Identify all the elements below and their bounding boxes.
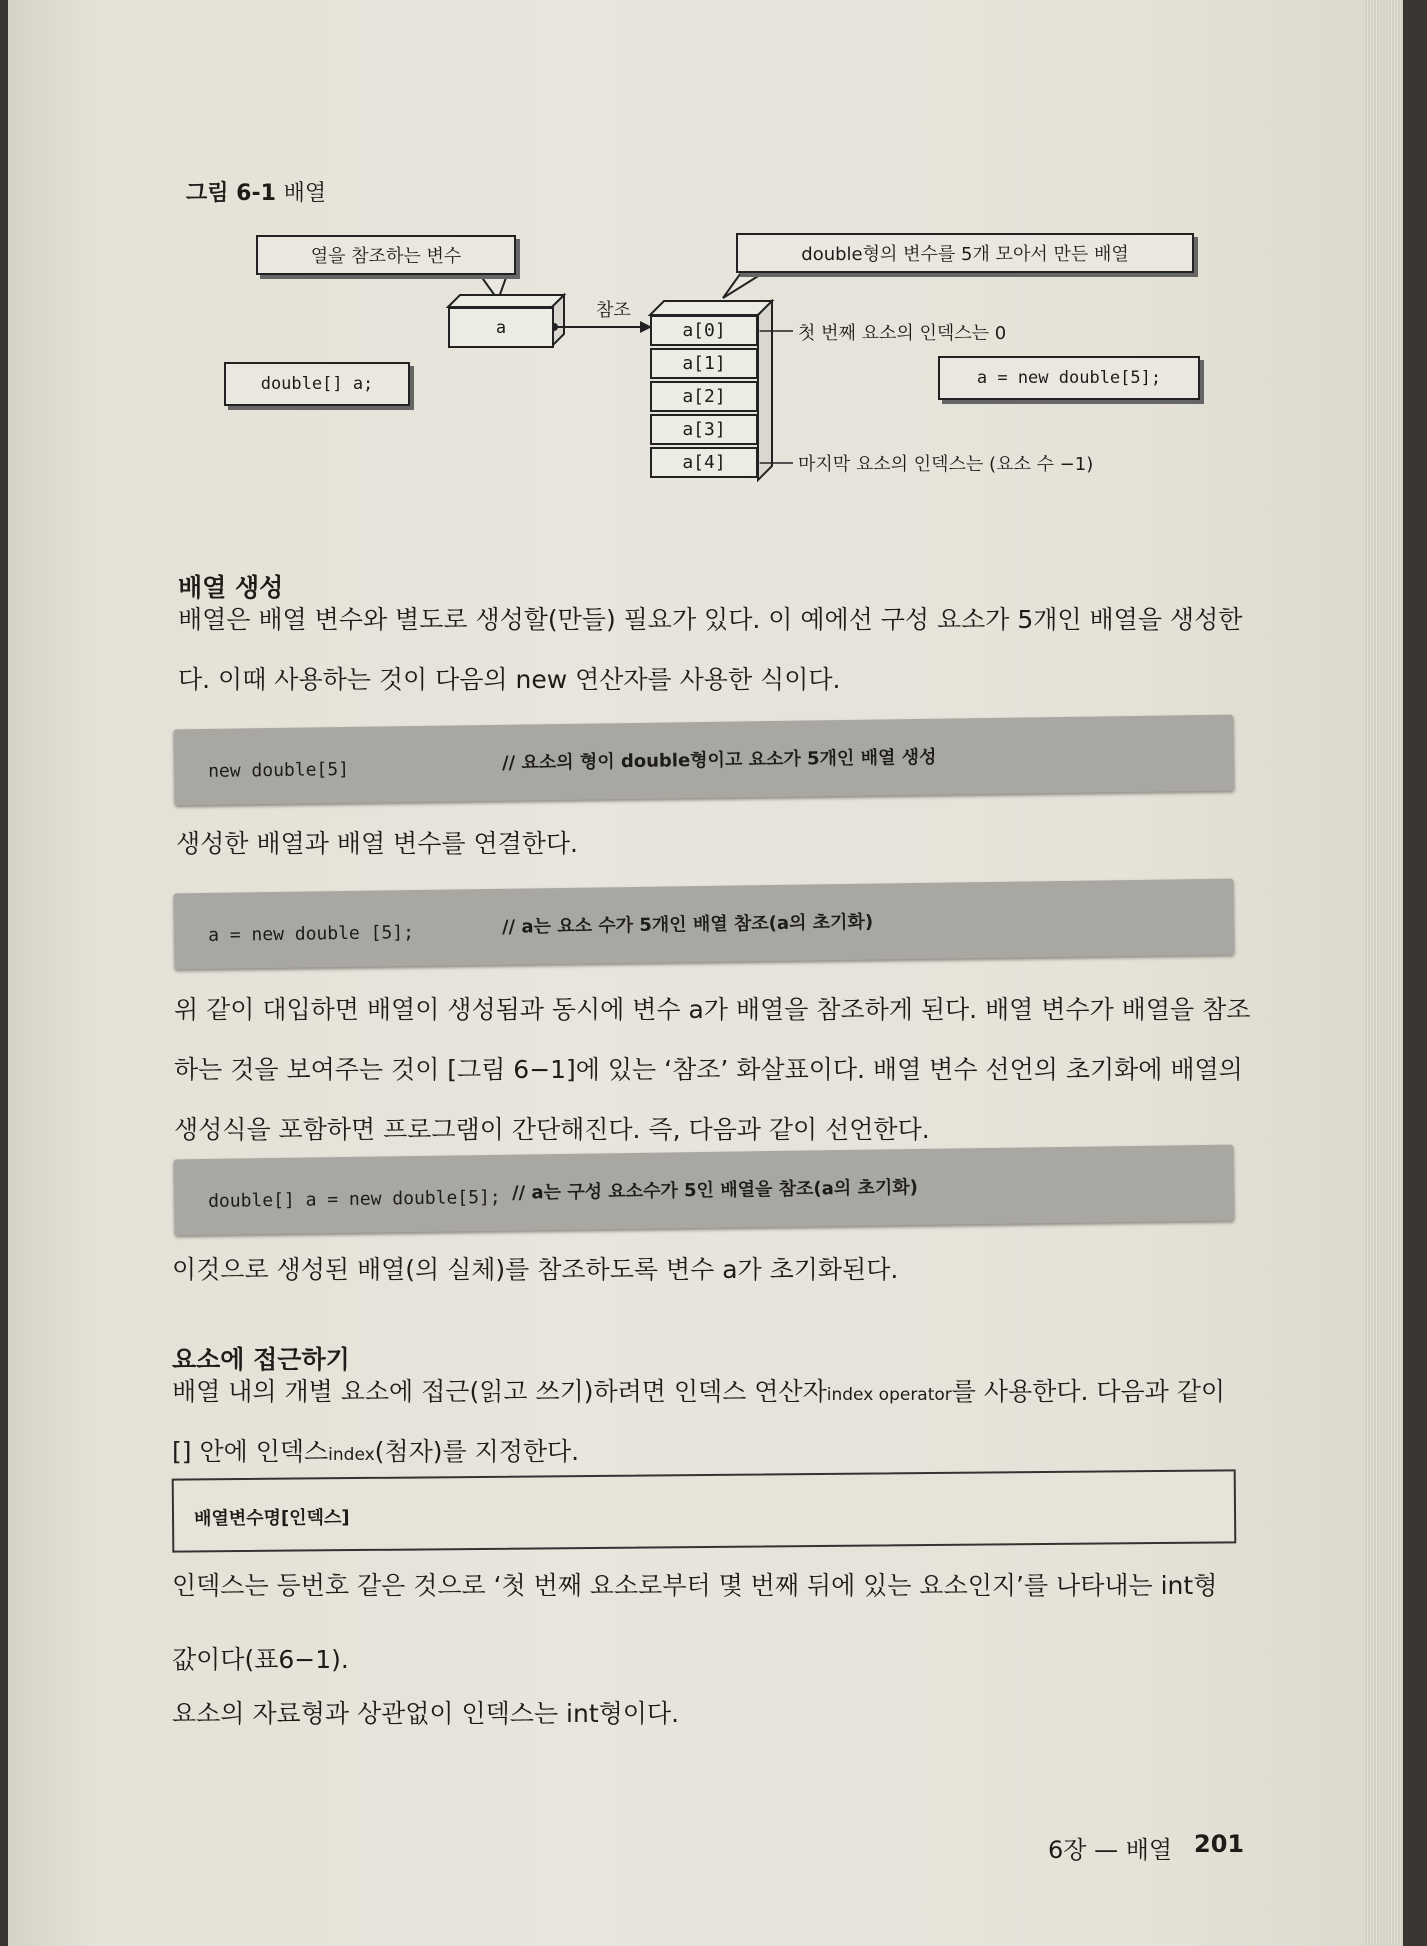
- array-element-label: a[0]: [682, 320, 726, 341]
- note-last-index: 마지막 요소의 인덱스는 (요소 수 −1): [798, 454, 1094, 475]
- paragraph-line: 값이다(표6−1).: [172, 1645, 349, 1674]
- declaration-right: [938, 356, 1200, 400]
- text-run: (첨자)를 지정한다.: [374, 1437, 580, 1466]
- code-text: double[] a = new double[5];: [207, 1186, 501, 1212]
- reference-label: 참조: [596, 300, 631, 321]
- array-element-label: a[4]: [682, 452, 726, 473]
- callout-array: [736, 233, 1194, 273]
- array-element-label: a[2]: [682, 386, 726, 407]
- array-side: [758, 301, 772, 480]
- code-text: a = new double [5];: [207, 922, 415, 946]
- declaration-right-text: a = new double[5];: [976, 368, 1162, 388]
- page-number: 201: [1194, 1830, 1245, 1858]
- figure-label: 그림 6-1: [186, 181, 276, 206]
- code-block: [174, 1145, 1235, 1236]
- array-element: [650, 381, 758, 412]
- section-heading-element-access: 요소에 접근하기: [172, 1345, 350, 1374]
- english-term: index operator: [826, 1385, 952, 1405]
- code-comment: // 요소의 형이 double형이고 요소가 5개인 배열 생성: [501, 746, 937, 774]
- code-text: new double[5]: [207, 758, 350, 782]
- paragraph-line: 생성식을 포함하면 프로그램이 간단해진다. 즉, 다음과 같이 선언한다.: [174, 1115, 930, 1144]
- text-run: 를 사용한다. 다음과 같이: [951, 1377, 1226, 1406]
- variable-box-label: a: [495, 317, 507, 338]
- variable-box: [448, 307, 554, 348]
- book-page: [8, 0, 1403, 1946]
- callout-array-variable-text: 열을 참조하는 변수: [310, 246, 462, 267]
- running-footer-chapter: 6장 — 배열: [1048, 1836, 1173, 1864]
- array-element-label: a[1]: [682, 353, 726, 374]
- section-heading-array-creation: 배열 생성: [178, 573, 284, 602]
- code-block: [174, 879, 1235, 970]
- code-comment: // a는 구성 요소수가 5인 배열을 참조(a의 초기화): [511, 1177, 919, 1204]
- syntax-text: 배열변수명[인덱스]: [193, 1507, 350, 1530]
- paragraph-line: 요소의 자료형과 상관없이 인덱스는 int형이다.: [172, 1699, 680, 1728]
- paragraph-line: 다. 이때 사용하는 것이 다음의 new 연산자를 사용한 식이다.: [178, 665, 841, 694]
- paragraph-line: 이것으로 생성된 배열(의 실체)를 참조하도록 변수 a가 초기화된다.: [172, 1255, 899, 1284]
- note-first-index: 첫 번째 요소의 인덱스는 0: [798, 323, 1007, 344]
- paragraph-line: 생성한 배열과 배열 변수를 연결한다.: [176, 829, 578, 858]
- array-top: [650, 301, 772, 315]
- figure-title-text: 배열: [283, 181, 327, 206]
- array-element: [650, 315, 758, 346]
- english-term: index: [328, 1445, 375, 1465]
- callout-array-variable: [256, 235, 516, 275]
- paragraph-line: 배열은 배열 변수와 별도로 생성할(만들) 필요가 있다. 이 예에선 구성 요소가 5개인 배열을 생성한: [178, 605, 1243, 634]
- var-box-top: [448, 295, 564, 307]
- declaration-left: [224, 362, 410, 406]
- paragraph-line: 하는 것을 보여주는 것이 [그림 6−1]에 있는 ‘참조’ 화살표이다. 배열 변수 선언의 초기화에 배열의: [174, 1055, 1243, 1084]
- paragraph-line: 인덱스는 등번호 같은 것으로 ‘첫 번째 요소로부터 몇 번째 뒤에 있는 요소인지’를 나타내는 int형: [172, 1571, 1218, 1600]
- text-run: 배열 내의 개별 요소에 접근(읽고 쓰기)하려면 인덱스 연산자: [172, 1377, 827, 1406]
- syntax-box: [172, 1469, 1237, 1552]
- callout-tail-array: [723, 270, 768, 298]
- array-element: [650, 447, 758, 478]
- text-run: [] 안에 인덱스: [172, 1437, 329, 1466]
- paragraph-line: 위 같이 대입하면 배열이 생성됨과 동시에 변수 a가 배열을 참조하게 된다. 배열 변수가 배열을 참조: [174, 995, 1251, 1024]
- paragraph-line: [172, 1362, 1225, 1425]
- array-element-label: a[3]: [682, 419, 726, 440]
- array-element: [650, 414, 758, 445]
- declaration-left-text: double[] a;: [260, 374, 374, 394]
- code-block: [174, 715, 1235, 806]
- array-element: [650, 348, 758, 379]
- callout-array-text: double형의 변수를 5개 모아서 만든 배열: [801, 244, 1129, 265]
- code-comment: // a는 요소 수가 5개인 배열 참조(a의 초기화): [501, 911, 874, 938]
